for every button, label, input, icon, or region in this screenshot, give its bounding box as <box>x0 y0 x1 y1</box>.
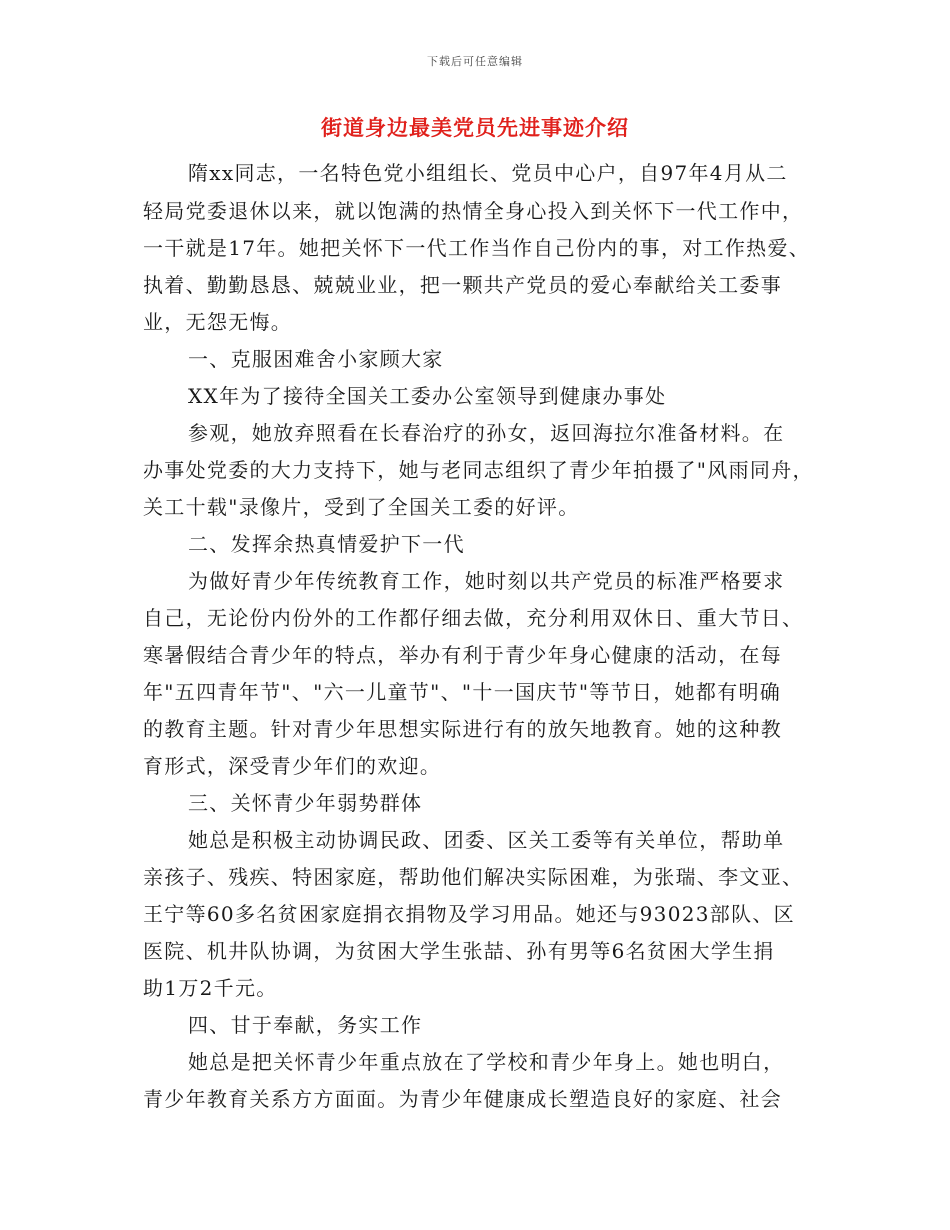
section-heading: 四、甘于奉献，务实工作 <box>188 1013 423 1037</box>
body-line: 她总是把关怀青少年重点放在了学校和青少年身上。她也明白， <box>188 1050 785 1074</box>
body-line: 为做好青少年传统教育工作，她时刻以共产党员的标准严格要求 <box>188 569 785 593</box>
body-line: 执着、勤勤恳恳、兢兢业业，把一颗共产党员的爱心奉献给关工委事 <box>143 273 782 297</box>
body-line: 自己，无论份内份外的工作都仔细去做，充分利用双休日、重大节日、 <box>143 606 804 630</box>
section-heading: 二、发挥余热真情爱护下一代 <box>188 532 465 556</box>
section-heading: 三、关怀青少年弱势群体 <box>188 791 423 815</box>
body-line: 业，无怨无悔。 <box>143 310 293 334</box>
body-line: 关工十载"录像片，受到了全国关工委的好评。 <box>143 495 580 519</box>
body-line: 王宁等60多名贫困家庭捐衣捐物及学习用品。她还与93023部队、区 <box>143 902 795 926</box>
body-line: 的教育主题。针对青少年思想实际进行有的放矢地教育。她的这种教 <box>143 717 782 741</box>
body-line: 医院、机井队协调，为贫困大学生张喆、孙有男等6名贫困大学生捐 <box>143 939 775 963</box>
document-title: 街道身边最美党员先进事迹介绍 <box>321 115 629 140</box>
body-line: XX年为了接待全国关工委办公室领导到健康办事处 <box>188 384 667 408</box>
body-line: 育形式，深受青少年们的欢迎。 <box>143 754 442 778</box>
body-line: 隋xx同志，一名特色党小组组长、党员中心户，自97年4月从二 <box>188 161 788 185</box>
section-heading: 一、克服困难舍小家顾大家 <box>188 347 444 371</box>
body-line: 年"五四青年节"、"六一儿童节"、"十一国庆节"等节日，她都有明确 <box>143 680 782 704</box>
body-line: 她总是积极主动协调民政、团委、区关工委等有关单位，帮助单 <box>188 828 785 852</box>
body-line: 亲孩子、残疾、特困家庭，帮助他们解决实际困难，为张瑞、李文亚、 <box>143 865 804 889</box>
body-line: 轻局党委退休以来，就以饱满的热情全身心投入到关怀下一代工作中， <box>143 199 804 223</box>
body-line: 寒暑假结合青少年的特点，举办有利于青少年身心健康的活动，在每 <box>143 643 782 667</box>
body-line: 一干就是17年。她把关怀下一代工作当作自己份内的事，对工作热爱、 <box>143 236 811 260</box>
body-line: 参观，她放弃照看在长春治疗的孙女，返回海拉尔准备材料。在 <box>188 421 785 445</box>
body-line: 青少年教育关系方方面面。为青少年健康成长塑造良好的家庭、社会 <box>143 1087 782 1111</box>
body-line: 办事处党委的大力支持下，她与老同志组织了青少年拍摄了"风雨同舟， <box>143 458 814 482</box>
body-line: 助1万2千元。 <box>143 976 278 1000</box>
page-header-note: 下载后可任意编辑 <box>427 55 523 68</box>
